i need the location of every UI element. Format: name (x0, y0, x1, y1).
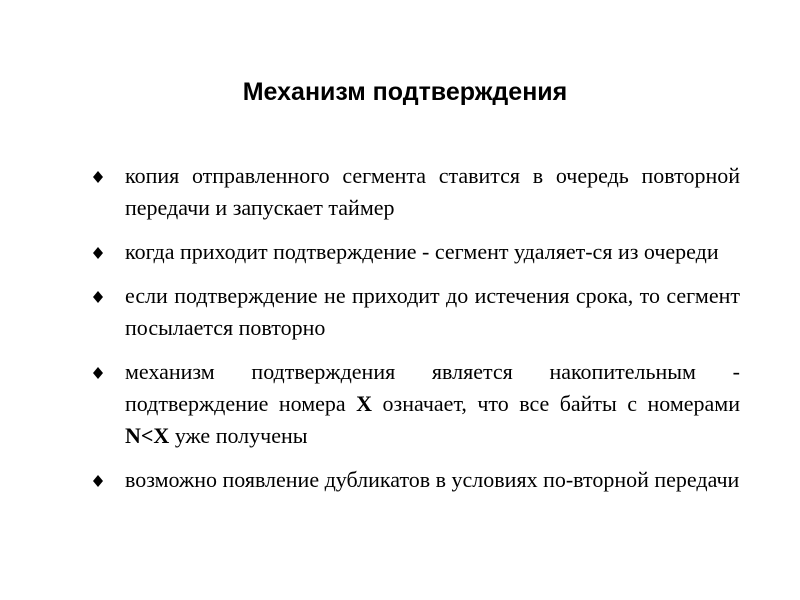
diamond-bullet-icon (93, 356, 125, 379)
bullet-item (93, 236, 740, 268)
bullet-item (93, 160, 740, 224)
diamond-bullet-icon (93, 464, 125, 487)
bullet-text-segment: механизм подтверждения является накопительным - подтверждение номера (125, 359, 740, 416)
bullet-text (125, 356, 740, 452)
bullet-text-segment: означает, что все байты с номерами (372, 391, 740, 416)
bullet-text (125, 280, 740, 344)
bullet-text-segment: копия отправленного сегмента ставится в очередь повторной передачи и запускает таймер (125, 163, 740, 220)
bullet-item (93, 356, 740, 452)
bullet-text-segment: если подтверждение не приходит до истечения срока, то сегмент посылается повторно (125, 283, 740, 340)
bullet-text (125, 464, 740, 496)
slide-title: Механизм подтверждения (242, 78, 568, 106)
bullet-text (125, 160, 740, 224)
bullet-item (93, 280, 740, 344)
diamond-bullet-icon (93, 160, 125, 183)
bullet-text-bold: N<X (125, 423, 170, 448)
bullet-text-segment: когда приходит подтверждение - сегмент удаляет-ся из очереди (125, 239, 719, 264)
bullet-text-bold: X (356, 391, 373, 416)
diamond-bullet-icon (93, 280, 125, 303)
bullet-text-segment: уже получены (169, 423, 308, 448)
bullet-text-segment: возможно появление дубликатов в условиях по-вторной передачи (125, 467, 740, 492)
diamond-bullet-icon (93, 236, 125, 259)
bullet-item (93, 464, 740, 496)
bullet-list (93, 160, 740, 508)
bullet-text (125, 236, 740, 268)
